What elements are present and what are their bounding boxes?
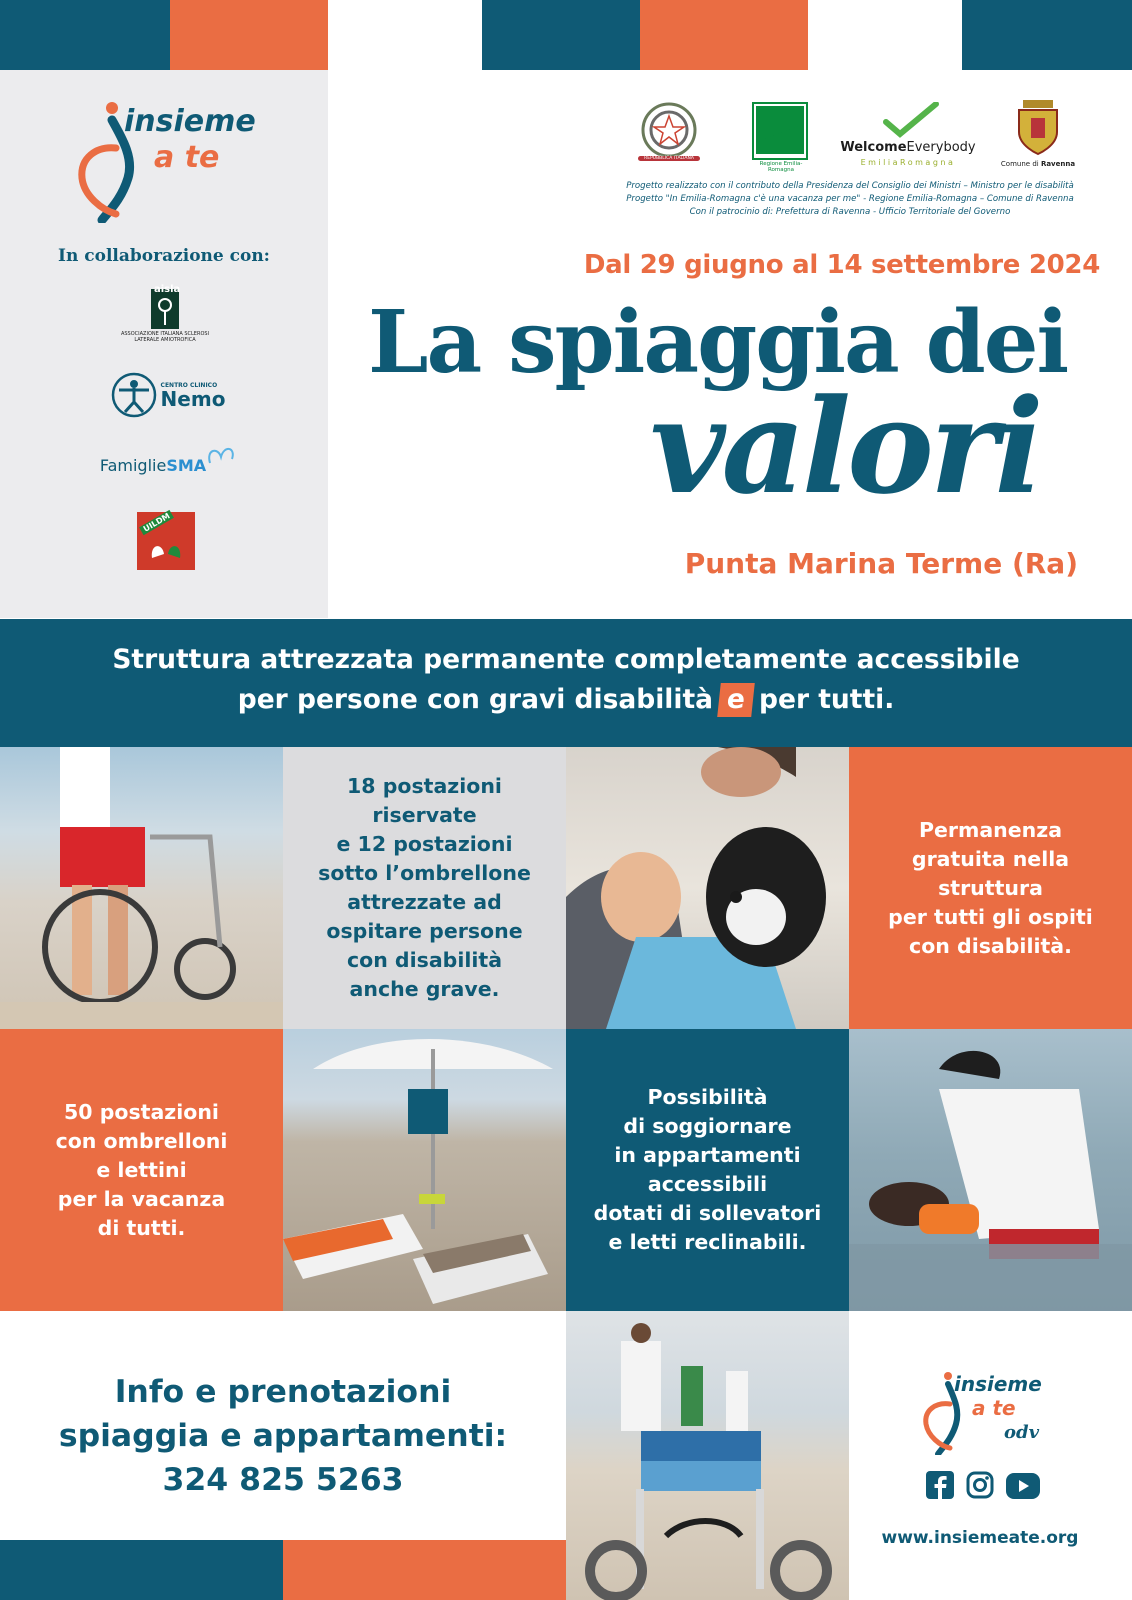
bottom-stripe-teal bbox=[0, 1540, 283, 1600]
footer-brand-logo bbox=[920, 1370, 1050, 1460]
info-line2: spiaggia e appartamenti: bbox=[58, 1418, 508, 1454]
info-contacts bbox=[0, 1310, 566, 1502]
photo-wheelchair-beach bbox=[0, 747, 283, 1029]
event-title-line2: valori bbox=[650, 370, 1040, 523]
feature-umbrellas bbox=[0, 1029, 283, 1311]
umbrellas-line-1: 50 postazioni bbox=[64, 1099, 219, 1124]
institution-notes bbox=[600, 180, 1100, 219]
partner-nemo-caption: CENTRO CLINICO bbox=[160, 381, 218, 389]
coat-of-arms-icon bbox=[1015, 98, 1061, 156]
free-stay-line-1: Permanenza bbox=[918, 817, 1063, 842]
reserved-line-7: con disabilità bbox=[346, 948, 503, 972]
feature-free-stay bbox=[849, 747, 1132, 1029]
apartments-line-1: Possibilità bbox=[647, 1085, 768, 1109]
reserved-line-4: sotto l’ombrellone bbox=[318, 861, 531, 885]
brand-logo bbox=[72, 98, 272, 223]
comune-caption-pre: Comune di bbox=[1000, 160, 1041, 168]
top-stripe-teal-2 bbox=[482, 0, 640, 70]
umbrellas-line-4: per la vacanza bbox=[57, 1186, 226, 1211]
free-stay-line-2: gratuita nella bbox=[911, 846, 1070, 871]
info-line1: Info e prenotazioni bbox=[114, 1374, 452, 1410]
footer-brand-line2: a te bbox=[972, 1396, 1016, 1420]
umbrellas-line-3: e lettini bbox=[96, 1157, 187, 1182]
comune-caption-bold: Ravenna bbox=[1040, 160, 1076, 168]
note-3: Con il patrocinio di: Prefettura di Ravenna - Ufficio Territoriale del Governo bbox=[689, 207, 1011, 217]
photo-beach-wheelchair bbox=[566, 1311, 849, 1600]
reserved-line-8: anche grave. bbox=[349, 977, 500, 1001]
beach-wheelchair-scene-icon bbox=[566, 1311, 849, 1600]
note-2: Progetto "In Emilia-Romagna c'è una vacanza per me" - Regione Emilia-Romagna – Comune di Ravenna bbox=[626, 194, 1074, 204]
free-stay-line-4: per tutti gli ospiti bbox=[888, 904, 1093, 929]
brand-line2: a te bbox=[154, 140, 220, 175]
logo-comune-ravenna bbox=[1000, 98, 1076, 170]
feature-reserved-spots bbox=[283, 747, 566, 1029]
reserved-line-2: riservate bbox=[372, 803, 477, 827]
apartments-line-2: di soggiornare bbox=[623, 1114, 792, 1138]
logo-repubblica-italiana bbox=[638, 100, 700, 168]
photo-umbrellas-loungers bbox=[283, 1029, 566, 1311]
aisla-icon bbox=[145, 289, 185, 329]
logo-regione-emilia-romagna bbox=[752, 102, 810, 173]
partner-famigliesma-part2: SMA bbox=[166, 455, 207, 475]
banner-line1: Struttura attrezzata permanente completamente accessibile bbox=[112, 644, 1020, 675]
event-title-line1: La spiaggia dei bbox=[368, 292, 1068, 393]
partner-uildm-logo bbox=[137, 512, 195, 570]
partner-nemo-logo bbox=[108, 370, 228, 420]
partner-famigliesma-logo bbox=[98, 440, 238, 490]
butterfly-icon bbox=[206, 441, 236, 471]
welcome-part2: Everybody bbox=[906, 140, 976, 155]
partner-uildm-name: UILDM bbox=[139, 510, 174, 535]
umbrella-scene-icon bbox=[283, 1029, 566, 1311]
checkmark-icon bbox=[880, 102, 940, 140]
top-stripe-orange-1 bbox=[170, 0, 328, 70]
top-stripe-teal-1 bbox=[0, 0, 170, 70]
info-phone[interactable]: 324 825 5263 bbox=[162, 1462, 404, 1498]
logo-regione-caption: Regione Emilia-Romagna bbox=[759, 161, 803, 173]
instagram-icon[interactable] bbox=[966, 1471, 994, 1499]
umbrellas-line-5: di tutti. bbox=[97, 1215, 186, 1240]
welcome-sub: EmiliaRomagna bbox=[860, 158, 956, 167]
reserved-line-6: ospitare persone bbox=[326, 919, 523, 943]
collaboration-label: In collaborazione con: bbox=[58, 246, 270, 266]
reserved-line-5: attrezzate ad bbox=[347, 890, 502, 914]
footer-brand-line1: insieme bbox=[954, 1372, 1042, 1396]
reserved-line-3: e 12 postazioni bbox=[336, 832, 513, 856]
photo-child-dog bbox=[566, 747, 849, 1029]
free-stay-line-5: con disabilità. bbox=[909, 933, 1072, 958]
partner-nemo-name: Nemo bbox=[160, 386, 226, 411]
bottom-stripe-orange bbox=[283, 1540, 566, 1600]
footer-brand-suffix: odv bbox=[1004, 1422, 1040, 1443]
top-stripe-teal-3 bbox=[962, 0, 1132, 70]
feature-apartments bbox=[566, 1029, 849, 1311]
partner-aisla-caption: ASSOCIAZIONE ITALIANA SCLEROSI LATERALE AMIOTROFICA bbox=[120, 331, 210, 343]
region-flag-icon bbox=[752, 102, 808, 160]
photo-sea-assistance bbox=[849, 1029, 1132, 1311]
top-stripe-orange-2 bbox=[640, 0, 808, 70]
apartments-line-6: e letti reclinabili. bbox=[608, 1230, 807, 1254]
facebook-icon[interactable] bbox=[926, 1471, 954, 1499]
apartments-line-3: in appartamenti bbox=[614, 1143, 801, 1167]
logo-repubblica-caption: REPUBBLICA ITALIANA bbox=[638, 156, 700, 161]
event-dates: Dal 29 giugno al 14 settembre 2024 bbox=[583, 250, 1100, 280]
banner-line2-post: per tutti. bbox=[759, 684, 895, 715]
website-link[interactable]: www.insiemeate.org bbox=[881, 1528, 1079, 1548]
reserved-line-1: 18 postazioni bbox=[347, 774, 502, 798]
event-location: Punta Marina Terme (Ra) bbox=[684, 547, 1078, 580]
brand-line1: insieme bbox=[124, 104, 256, 139]
accessibility-banner bbox=[0, 619, 1132, 747]
banner-e-badge: e bbox=[717, 683, 755, 717]
child-dog-scene-icon bbox=[566, 747, 849, 1029]
apartments-line-5: dotati di sollevatori bbox=[593, 1201, 822, 1225]
note-1: Progetto realizzato con il contributo della Presidenza del Consiglio dei Ministri – Ministro per le disabilità bbox=[626, 181, 1074, 191]
banner-line2 bbox=[0, 680, 1132, 720]
free-stay-line-3: struttura bbox=[938, 875, 1043, 900]
partner-famigliesma-part1: Famiglie bbox=[99, 455, 167, 475]
logo-welcome-everybody bbox=[838, 102, 978, 172]
partner-aisla-name: aisla bbox=[154, 284, 181, 295]
welcome-part1: Welcome bbox=[840, 140, 907, 155]
partner-aisla-logo bbox=[110, 286, 220, 346]
nemo-figure-icon bbox=[111, 372, 157, 418]
umbrellas-line-2: con ombrelloni bbox=[55, 1128, 228, 1153]
wheelchair-scene-icon bbox=[0, 747, 283, 1029]
banner-line2-pre: per persone con gravi disabilità bbox=[237, 684, 714, 715]
apartments-line-4: accessibili bbox=[647, 1172, 768, 1196]
sea-scene-icon bbox=[849, 1029, 1132, 1311]
youtube-icon[interactable] bbox=[1006, 1473, 1040, 1501]
uildm-icon bbox=[146, 534, 186, 564]
